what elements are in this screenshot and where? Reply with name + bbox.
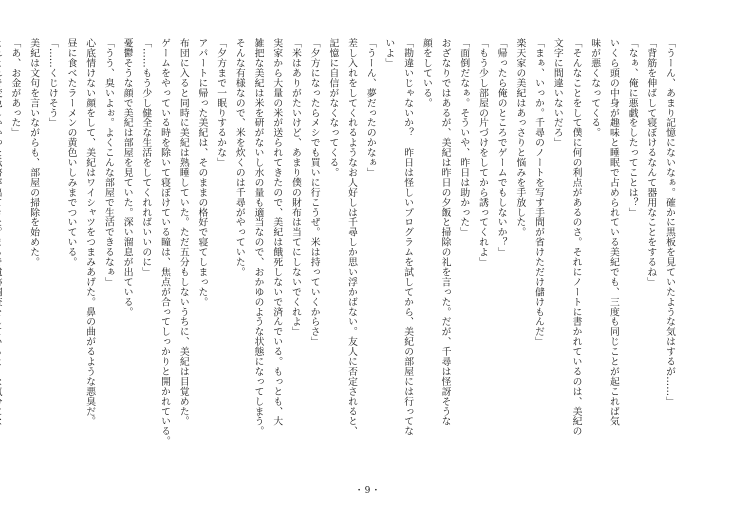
- text-line: 「背筋を伸ばして寝ぼけるなんて器用なことをするね」: [645, 38, 657, 287]
- text-line: 「夕方まで一眠りするかな」: [215, 38, 227, 168]
- text-line: 憂鬱そうな顔で美紀は部屋を見ていた。深い溜息が出ている。: [121, 38, 133, 317]
- text-line: 「夕方になったらメシでも買いに行こうぜ。米は持っていくからさ」: [308, 38, 320, 347]
- text-line: 「勘違いじゃないか？ 昨日は怪しいプログラムを試してから、美紀の部屋には行ってな: [402, 38, 414, 436]
- text-line: ゲームをやっている時を除いて寝ぼけている瞳は、焦点が合ってしっかりと開かれている。: [159, 38, 171, 446]
- text-line: いくら頭の中身が趣味と睡眠で占められている美紀でも、三度も同じことが起これば気: [607, 38, 619, 427]
- text-line: 「そんなことをして僕に何の利点があるのさ。それにノートに書かれているのは、美紀の: [570, 38, 582, 436]
- text-line: 「うーん、あまり記憶にないなぁ。確かに黒板を見ていたような気はするが……」: [664, 38, 675, 407]
- vertical-text-body: [9, 38, 678, 456]
- text-line: 美紀は文句を言いながらも、部屋の掃除を始めた。: [28, 38, 40, 267]
- text-line: 「なぁ、俺に悪戯をしたってことは？」: [626, 38, 638, 218]
- text-line: 「まぁ、いっか。千尋のノートを写す手間が省けただけ儲けもんだ」: [533, 38, 545, 347]
- text-line: 差し入れをしてくれるようなお人好しは千尋しか思い浮かばない。友人に否定されると、: [346, 38, 358, 436]
- text-line: 楽天家の美紀はあっさりと悩みを手放した。: [514, 38, 526, 237]
- text-line: 「米はありがたいけど、あまり僕の財布は当てにしないでくれよ」: [289, 38, 301, 337]
- text-line: 「うーん、夢だったのかなぁ」: [364, 38, 376, 178]
- text-line: 布団に入ると同時に美紀は熟睡していた。ただ五分もしないうちに、美紀は目覚めた。: [177, 38, 189, 427]
- text-line: 「帰ったら俺のところでゲームでもしないか？」: [495, 38, 507, 257]
- text-line: 「面倒だなぁ。そういや、昨日は助かった」: [458, 38, 470, 237]
- text-line: 「……くじけそう」: [46, 38, 58, 128]
- text-line: 文字に間違いないだろ」: [551, 38, 563, 148]
- text-line: 昼に食べたラーメンの黄色いしみまでついている。: [65, 38, 77, 267]
- text-line: 心底情けない顔をして、美紀はワイシャツをつまみあげた。鼻の曲がるような悪臭だ。: [84, 38, 96, 427]
- text-line: 「あ、お金があった」: [9, 38, 21, 138]
- text-line: 「うう、臭いよぉ。よくこんな部屋で生活できるなぁ」: [102, 38, 114, 287]
- text-line: そんな有様なので、米を炊くのは千尋がやっていた。: [233, 38, 245, 277]
- text-line: 「……もう少し健全な生活をしてくれればいいのに」: [140, 38, 152, 277]
- text-line: [0, 38, 5, 456]
- text-line: 記憶に自信がなくなってくる。: [327, 38, 339, 178]
- text-line: おざなりではあるが、美紀は昨日の夕飯と掃除の礼を言った。だが、千尋は怪訝そうな: [439, 38, 451, 427]
- text-line: 味が悪くなってくる。: [589, 38, 601, 138]
- text-line: アパートに帰った美紀は、そのままの格好で寝てしまった。: [196, 38, 208, 307]
- text-line: 雑把な美紀は米を研がないし水の量も適当なので、おかゆのような状態になってしまう。: [252, 38, 264, 436]
- page-number: ・9・: [354, 486, 382, 496]
- text-line: 「もう少し部屋の片づけをしてから誘ってくれよ」: [476, 38, 488, 267]
- text-line: 顔をしている。: [420, 38, 432, 108]
- text-line: いよ」: [383, 38, 395, 68]
- text-line: 実家から大量の米が送られてきたので、美紀は餓死しないで済んでいる。もっとも、大: [271, 38, 283, 427]
